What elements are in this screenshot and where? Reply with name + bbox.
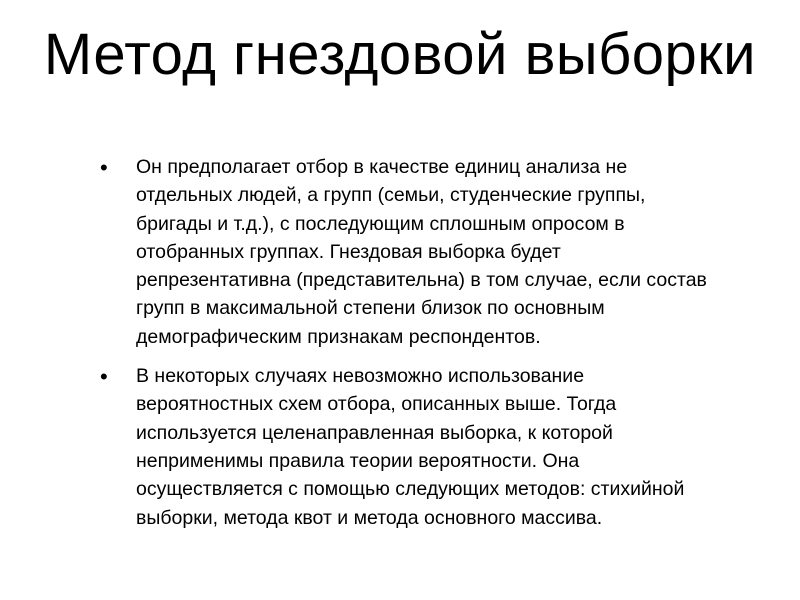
bullet-marker: • (100, 364, 108, 390)
slide-title: Метод гнездовой выборки (43, 22, 757, 87)
bullet-text: В некоторых случаях невозможно использование вероятностных схем отбора, описанных выше. Тогда используется целенаправленная выборка, к которой неприменимы правила теории вероятности. Она осуществляется с помощью следующих методов: стихийной выборки, метода квот и метода основного массива. (136, 365, 685, 529)
bullet-text: Он предполагает отбор в качестве единиц анализа не отдельных людей, а групп (семьи, студенческие группы, бригады и т.д.), с последующим сплошным опросом в отобранных группах. Гнездовая выборка будет репрезентативна (представительна) в том случае, если состав групп в максимальной степени близок по основным демографическим признакам респондентов. (136, 156, 707, 348)
bullet-item (100, 362, 720, 532)
bullet-list (100, 153, 720, 543)
bullet-item (100, 153, 720, 351)
bullet-marker: • (100, 155, 108, 180)
